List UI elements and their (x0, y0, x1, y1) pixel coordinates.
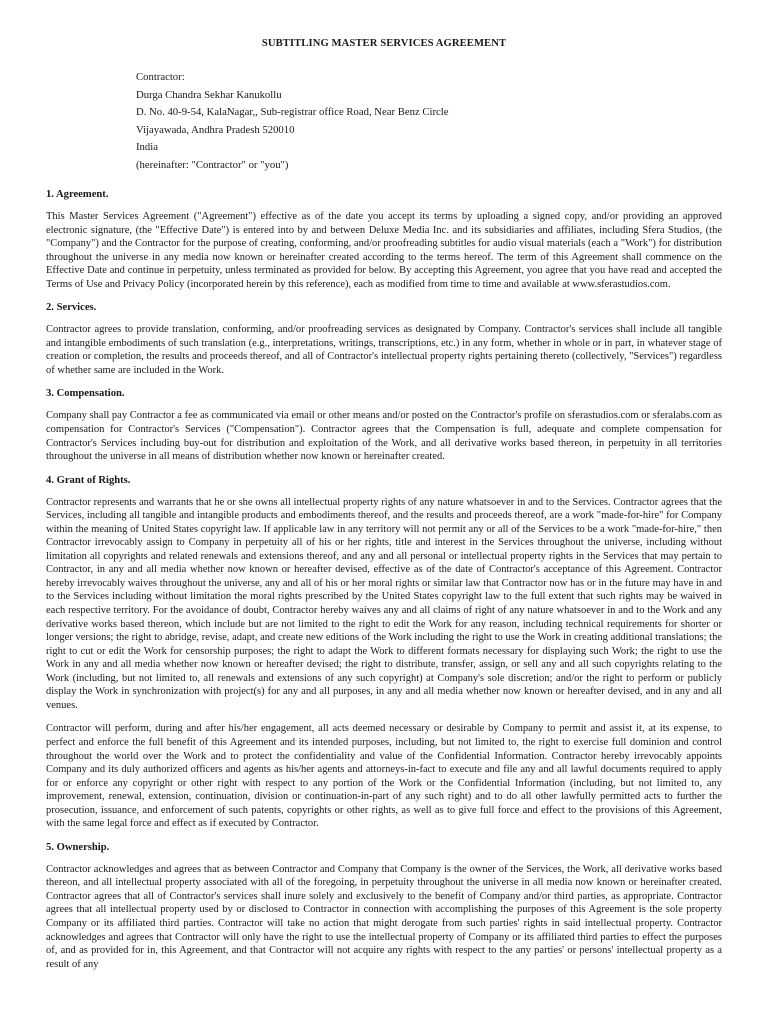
section-paragraph: Contractor acknowledges and agrees that as between Contractor and Company that Company is the owner of the Services, the Work, all derivative works based thereon, and all intellectual property associated with all of the foregoing, in perpetuity throughout the universe in all media now known or hereinafter created. Contractor agrees that all of Contractor's services shall inure solely and exclusively to the benefit of Company and/or third parties, as appropriate. Contractor agrees that all intellectual property used by or disclosed to Contractor in connection with accomplishing the purposes of this Agreement is the sole property Company or its affiliated third parties. Contractor will take no action that might derogate from such parties' rights in said intellectual property. Contractor acknowledges and agrees that Contractor will only have the right to use the intellectual property of Company or its affiliated third parties to effect the purposes of, and as provided for in, this Agreement, and that Contractor will not acquire any rights with respect to the any parties' or persons' intellectual property as a result of any (46, 863, 722, 970)
section-heading: 2. Services. (46, 302, 97, 314)
section-agreement (46, 188, 722, 291)
section-paragraph: Company shall pay Contractor a fee as communicated via email or other means and/or posted on the Contractor's profile on sferastudios.com or sferalabs.com as compensation for Contractor's Services ("Compensation"). Contractor agrees that the Compensation is full, adequate and complete compensation for Contractor's Services including buy-out for distribution and exploitation of the Work, and all derivative works based thereon, in perpetuity in all territories throughout the universe in all means of distribution whether now known or hereinafter created. (46, 410, 722, 463)
contractor-address-line: D. No. 40-9-54, KalaNagar,, Sub-registrar office Road, Near Benz Circle (136, 106, 449, 118)
section-services (46, 301, 722, 377)
section-heading: 1. Agreement. (46, 189, 109, 200)
section-paragraph: Contractor will perform, during and after his/her engagement, all acts deemed necessary or desirable by Company to permit and assist it, at its expense, to perfect and enforce the full benefit of this Agreement and its intended purposes, including, but not limited to, the right to exercise full dominion and control throughout the world over the Work and to protect the confidentiality and value of the Confidential Information. Contractor hereby irrevocably appoints Company and its duly authorized officers and agents as his/her agents and attorneys-in-fact to execute and file any and all lawful documents required to apply for or enforce any copyright or other right with respect to any portion of the Work or the Confidential Information (including, but not limited to, any improvement, renewal, extension, continuation, division or continuation-in-part of any such right) and to do all other lawfully permitted acts to further the prosecution, issuance, and enforcement of such patents, copyrights or other rights, as well as to give full force and effect to the provisions of this Agreement, with the same legal force and effect as if executed by Contractor. (46, 723, 722, 830)
section-grant-of-rights (46, 474, 722, 831)
contractor-definition: (hereinafter: "Contractor" or "you") (136, 158, 289, 171)
contractor-country: India (136, 141, 158, 153)
section-heading: 5. Ownership. (46, 841, 110, 853)
document-title: SUBTITLING MASTER SERVICES AGREEMENT (261, 38, 507, 49)
section-paragraph: Contractor represents and warrants that he or she owns all intellectual property rights of any nature whatsoever in and to the Services. Contractor agrees that the Services, including all tangible and intangible products and embodiments thereof, and the results and proceeds thereof, are a work "made-for-hire" for Company within the meaning of United States copyright law. If applicable law in any territory will not permit any or all of the Services to be a work "made-for-hire," then Contractor irrevocably assign to Company in perpetuity all of his or her rights, title and interest in the Services throughout the universe, including without limitation all copyrights and related renewals and extensions thereof, and any and all personal or intellectual property rights in the Services that may pertain to Contractor, in any and all media whether now known or hereafter devised, effective as of the date of Contractor's acceptance of this Agreement. Contractor hereby irrevocably waives throughout the universe, any and all of his or her moral rights or similar law that Contractor now has or in the future may have in and to the Services including without limitation the moral rights prescribed by the United States copyright law to the full extent that such rights may be waived in each respective territory. For the avoidance of doubt, Contractor hereby waives any and all claims of right of any nature whatsoever in and to the Work and any derivative works based thereon, which include but are not limited to the right to edit the Work for any reason, including technical requirements for shorter or longer versions; the right to abridge, revise, adapt, and create new editions of the Work including the right to use the Work in creating additional translations; the right to cut or edit the Work for censorship purposes; the right to adapt the Work to different formats necessary for displaying such Work; the right to use the Work in any and all media whether now known or hereafter devised; the right to distribute, transfer, assign, or sell any and all such copyrights relating to the Work (including, but not limited to, all renewals and extensions of any such copyright) at Company's sole discretion; and/or the right to perform or publicly display the Work in synchronization with project(s) for any and all purposes, in any and all media whether now known or hereafter devised, and in any and all venues. (46, 496, 722, 711)
section-heading: 4. Grant of Rights. (46, 474, 131, 486)
section-paragraph: Contractor agrees to provide translation, conforming, and/or proofreading services as designated by Company. Contractor's services shall include all tangible and intangible embodiments of such translation (e.g., interpretations, writings, transcriptions, etc.) in any form, whether in whole or in part, in whatever stage of creation or completion, the results and proceeds thereof, and all of Contractor's intellectual property rights pertaining thereto (collectively, "Services") regardless of whether same are included in the Work. (46, 324, 722, 376)
section-paragraph: This Master Services Agreement ("Agreement") effective as of the date you accept its terms by uploading a signed copy, and/or providing an approved electronic signature, (the "Effective Date") is entered into by and between Deluxe Media Inc. and its subsidiaries and affiliates, including Sfera Studios, (the "Company") and the Contractor for the purpose of creating, conforming, and/or proofreading subtitles for audio visual materials (each a "Work") for distribution throughout the universe in any media now known or hereinafter created according to the terms hereof. The term of this Agreement shall commence on the Effective Date and continue in perpetuity, unless terminated as provided for below. By accepting this Agreement, you agree that you have read and accepted the Terms of Use and Privacy Policy (incorporated herein by this reference), each as modified from time to time and available at www.sferastudios.com. (46, 211, 722, 290)
contractor-block (136, 69, 722, 174)
section-heading: 3. Compensation. (46, 388, 125, 400)
contractor-line: Contractor: (136, 71, 185, 83)
contractor-city-line: Vijayawada, Andhra Pradesh 520010 (136, 123, 295, 136)
contractor-name: Durga Chandra Sekhar Kanukollu (136, 88, 282, 101)
section-compensation (46, 387, 722, 463)
section-ownership (46, 841, 722, 971)
